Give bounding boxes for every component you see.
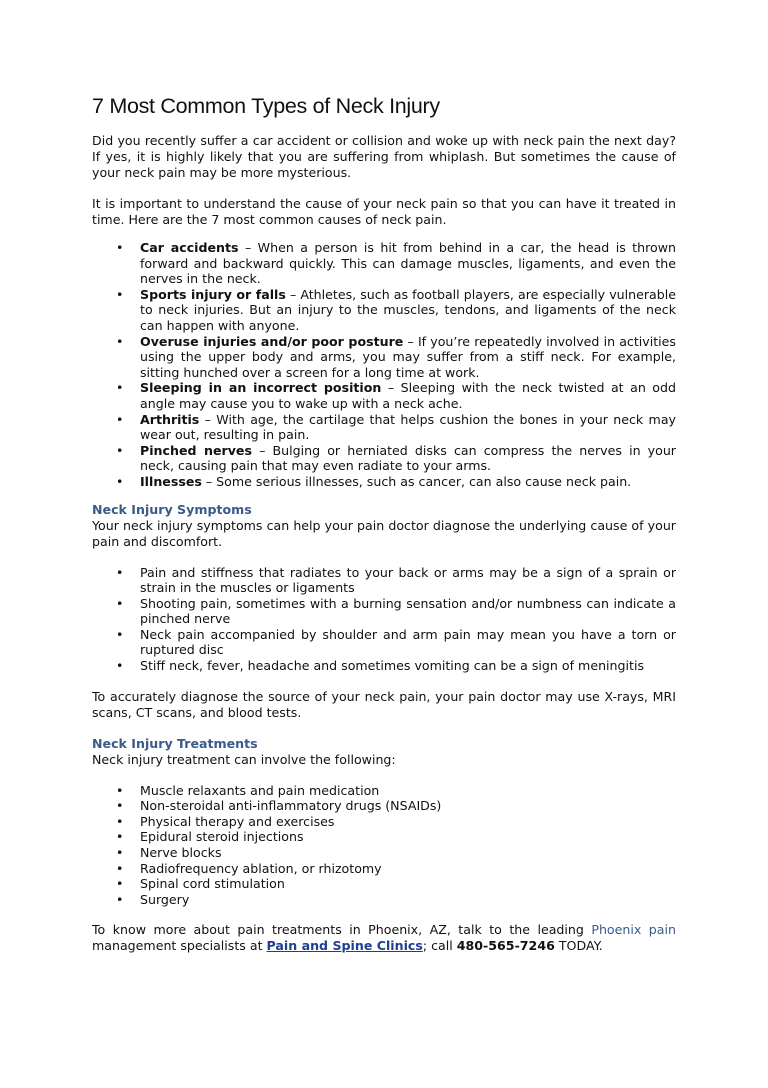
list-item: [92, 876, 676, 892]
list-item: [92, 474, 676, 490]
cause-desc: – Athletes, such as football players, are especially vulnerable to neck injuries. But an injury to the muscles, tendons, and ligaments of the neck can happen with anyone.: [140, 286, 676, 333]
list-item: [92, 287, 676, 334]
treatment-text: Nerve blocks: [140, 845, 222, 861]
bullet-icon: •: [116, 813, 124, 829]
treatment-text: Physical therapy and exercises: [140, 813, 335, 829]
bullet-icon: •: [116, 626, 124, 642]
list-item: [92, 798, 676, 814]
list-item: [92, 443, 676, 474]
cause-term: Pinched nerves: [140, 442, 252, 458]
bullet-icon: •: [116, 829, 124, 845]
bullet-icon: •: [116, 564, 124, 580]
bullet-icon: •: [116, 798, 124, 814]
list-item: [92, 334, 676, 381]
symptom-text: Shooting pain, sometimes with a burning sensation and/or numbness can indicate a pinched nerve: [140, 595, 676, 627]
bullet-icon: •: [116, 876, 124, 892]
bullet-icon: •: [116, 333, 124, 349]
bullet-icon: •: [116, 380, 124, 396]
closing-text-1: To know more about pain treatments in Phoenix, AZ, talk to the leading: [92, 922, 592, 938]
cause-term: Illnesses: [140, 473, 202, 489]
symptoms-heading: Neck Injury Symptoms: [92, 501, 252, 517]
list-item: [92, 658, 676, 674]
intro-paragraph-2: It is important to understand the cause of your neck pain so that you can have it treated in time. Here are the 7 most common causes of neck pain.: [92, 196, 676, 227]
cause-term: Car accidents: [140, 240, 239, 255]
closing-text-2: management specialists at: [92, 938, 267, 954]
treatments-intro: Neck injury treatment can involve the following:: [92, 751, 396, 767]
cause-term: Sleeping in an incorrect position: [140, 380, 382, 396]
list-item: [92, 861, 676, 877]
bullet-icon: •: [116, 891, 124, 907]
bullet-icon: •: [116, 473, 124, 489]
cause-term: Sports injury or falls: [140, 286, 286, 302]
list-item: [92, 565, 676, 596]
closing-text-3: ; call: [422, 938, 457, 954]
diagnosis-paragraph: To accurately diagnose the source of your neck pain, your pain doctor may use X-rays, MRI scans, CT scans, and blood tests.: [92, 688, 676, 720]
pain-and-spine-clinics-link[interactable]: Pain and Spine Clinics: [266, 938, 423, 954]
treatment-text: Epidural steroid injections: [140, 829, 304, 845]
treatment-text: Non-steroidal anti-inflammatory drugs (NSAIDs): [140, 798, 442, 814]
cause-term: Arthritis: [140, 411, 200, 427]
bullet-icon: •: [116, 782, 124, 798]
bullet-icon: •: [116, 240, 124, 255]
symptom-text: Pain and stiffness that radiates to your back or arms may be a sign of a sprain or strain in the muscles or ligaments: [140, 564, 676, 596]
treatment-text: Muscle relaxants and pain medication: [140, 782, 380, 798]
cause-term: Overuse injuries and/or poor posture: [140, 333, 404, 349]
cause-desc: – Sleeping with the neck twisted at an odd angle may cause you to wake up with a neck ache.: [140, 380, 676, 411]
list-item: [92, 596, 676, 627]
intro-paragraph-1: Did you recently suffer a car accident or collision and woke up with neck pain the next day? If yes, it is highly likely that you are suffering from whiplash. But sometimes the cause of your neck pain may be more mysterious.: [92, 133, 676, 180]
treatment-text: Radiofrequency ablation, or rhizotomy: [140, 860, 382, 876]
list-item: [92, 814, 676, 830]
cause-desc: – Bulging or herniated disks can compress the nerves in your neck, causing pain that may even radiate to your arms.: [140, 442, 676, 474]
treatment-text: Surgery: [140, 891, 190, 907]
bullet-icon: •: [116, 845, 124, 861]
symptom-text: Neck pain accompanied by shoulder and arm pain may mean you have a torn or ruptured disc: [140, 626, 676, 658]
list-item: [92, 829, 676, 845]
phoenix-pain-link[interactable]: Phoenix pain: [591, 922, 676, 938]
treatment-text: Spinal cord stimulation: [140, 876, 285, 892]
closing-text-4: TODAY.: [554, 938, 603, 954]
cause-desc: – Some serious illnesses, such as cancer, can also cause neck pain.: [201, 473, 632, 489]
bullet-icon: •: [116, 595, 124, 611]
bullet-icon: •: [116, 411, 124, 427]
closing-paragraph: [92, 922, 676, 954]
symptom-text: Stiff neck, fever, headache and sometimes vomiting can be a sign of meningitis: [140, 658, 645, 674]
symptoms-intro: Your neck injury symptoms can help your pain doctor diagnose the underlying cause of your pain and discomfort.: [92, 517, 676, 549]
treatments-list: [92, 783, 676, 908]
symptoms-list: [92, 565, 676, 674]
list-item: [92, 892, 676, 908]
cause-desc: – When a person is hit from behind in a car, the head is thrown forward and backward quickly. This can damage muscles, ligaments, and even the nerves in the neck.: [140, 240, 676, 287]
bullet-icon: •: [116, 658, 124, 674]
cause-desc: – With age, the cartilage that helps cushion the bones in your neck may wear out, resulting in pain.: [140, 411, 676, 443]
cause-desc: – If you’re repeatedly involved in activities using the upper body and arms, you may suffer from a stiff neck. For example, sitting hunched over a screen for a long time at work.: [140, 333, 676, 380]
bullet-icon: •: [116, 860, 124, 876]
list-item: [92, 380, 676, 411]
page-title: 7 Most Common Types of Neck Injury: [92, 94, 440, 118]
phone-number: 480-565-7246: [456, 938, 555, 954]
list-item: [92, 240, 676, 287]
list-item: [92, 627, 676, 658]
bullet-icon: •: [116, 442, 124, 458]
list-item: [92, 783, 676, 799]
list-item: [92, 412, 676, 443]
list-item: [92, 845, 676, 861]
treatments-heading: Neck Injury Treatments: [92, 735, 258, 751]
bullet-icon: •: [116, 286, 124, 302]
causes-list: [92, 240, 676, 490]
